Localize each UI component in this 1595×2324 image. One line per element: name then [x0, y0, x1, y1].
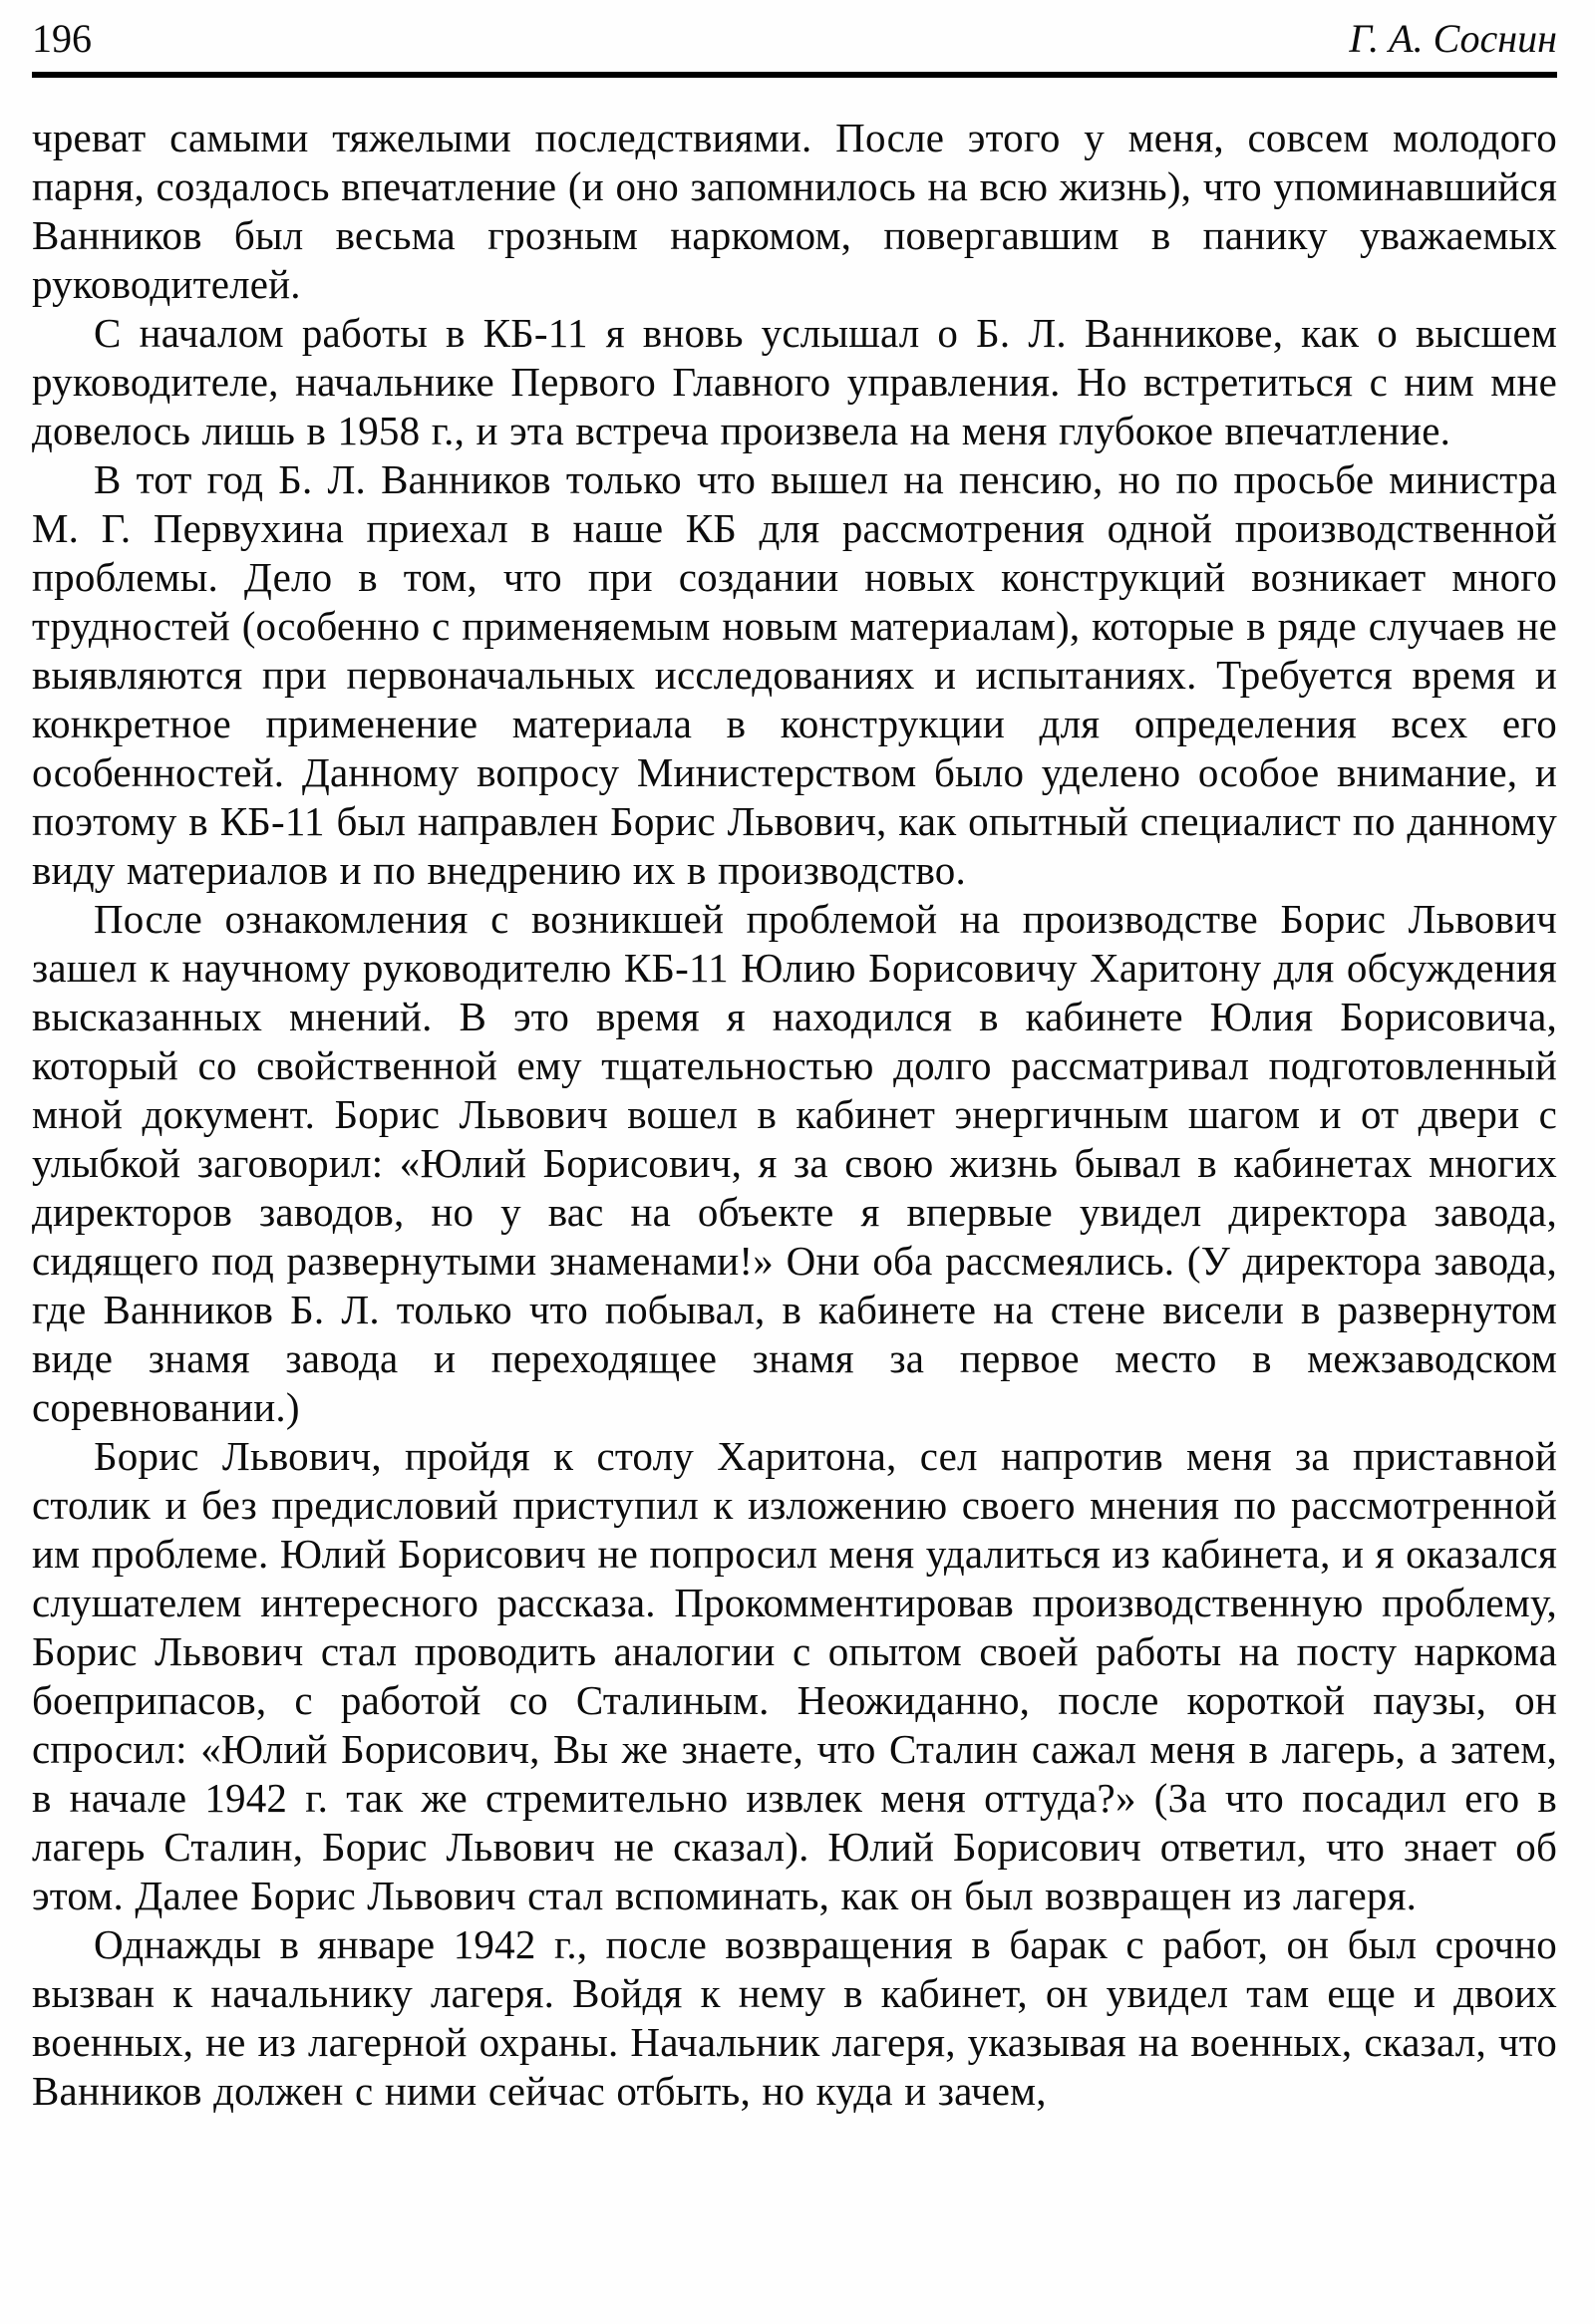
- header-rule: [32, 72, 1557, 78]
- paragraph: В тот год Б. Л. Ванников только что вышел на пенсию, но по просьбе министра М. Г. Первухина приехал в наше КБ для рассмотрения одной производственной проблемы. Дело в том, что при создании новых конструкций возникает много трудностей (особенно с применяемым новым материалам), которые в ряде случаев не выявляются при первоначальных исследованиях и испытаниях. Требуется время и конкретное применение материала в конструкции для определения всех его особенностей. Данному вопросу Министерством было уделено особое внимание, и поэтому в КБ-11 был направлен Борис Львович, как опытный специалист по данному виду материалов и по внедрению их в производство.: [32, 456, 1557, 893]
- page-number: 196: [32, 16, 92, 61]
- paragraph: С началом работы в КБ-11 я вновь услышал о Б. Л. Ванникове, как о высшем руководителе, начальнике Первого Главного управления. Но встретиться с ним мне довелось лишь в 1958 г., и эта встреча произвела на меня глубокое впечатление.: [32, 310, 1557, 453]
- body-text: [32, 114, 1557, 2116]
- paragraph: Борис Львович, пройдя к столу Харитона, сел напротив меня за приставной столик и без предисловий приступил к изложению своего мнения по рассмотренной им проблеме. Юлий Борисович не попросил меня удалиться из кабинета, и я оказался слушателем интересного рассказа. Прокомментировав производственную проблему, Борис Львович стал проводить аналогии с опытом своей работы на посту наркома боеприпасов, с работой со Сталиным. Неожиданно, после короткой паузы, он спросил: «Юлий Борисович, Вы же знаете, что Сталин сажал меня в лагерь, а затем, в начале 1942 г. так же стремительно извлек меня оттуда?» (За что посадил его в лагерь Сталин, Борис Львович не сказал). Юлий Борисович ответил, что знает об этом. Далее Борис Львович стал вспоминать, как он был возвращен из лагеря.: [32, 1433, 1557, 1918]
- paragraph: Однажды в январе 1942 г., после возвращения в барак с работ, он был срочно вызван к начальнику лагеря. Войдя к нему в кабинет, он увидел там еще и двоих военных, не из лагерной охраны. Начальник лагеря, указывая на военных, сказал, что Ванников должен с ними сейчас отбыть, но куда и зачем,: [32, 1921, 1557, 2114]
- running-head: [32, 16, 1557, 62]
- paragraph: чреват самыми тяжелыми последствиями. После этого у меня, совсем молодого парня, создалось впечатление (и оно запомнилось на всю жизнь), что упоминавшийся Ванников был весьма грозным наркомом, повергавшим в панику уважаемых руководителей.: [32, 115, 1557, 307]
- author-name: Г. А. Соснин: [1349, 16, 1557, 61]
- paragraph: После ознакомления с возникшей проблемой на производстве Борис Львович зашел к научному руководителю КБ-11 Юлию Борисовичу Харитону для обсуждения высказанных мнений. В это время я находился в кабинете Юлия Борисовича, который со свойственной ему тщательностью долго рассматривал подготовленный мной документ. Борис Львович вошел в кабинет энергичным шагом и от двери с улыбкой заговорил: «Юлий Борисович, я за свою жизнь бывал в кабинетах многих директоров заводов, но у вас на объекте я впервые увидел директора завода, сидящего под развернутыми знаменами!» Они оба рассмеялись. (У директора завода, где Ванников Б. Л. только что побывал, в кабинете на стене висели в развернутом виде знамя завода и переходящее знамя за первое место в межзаводском соревновании.): [32, 896, 1557, 1430]
